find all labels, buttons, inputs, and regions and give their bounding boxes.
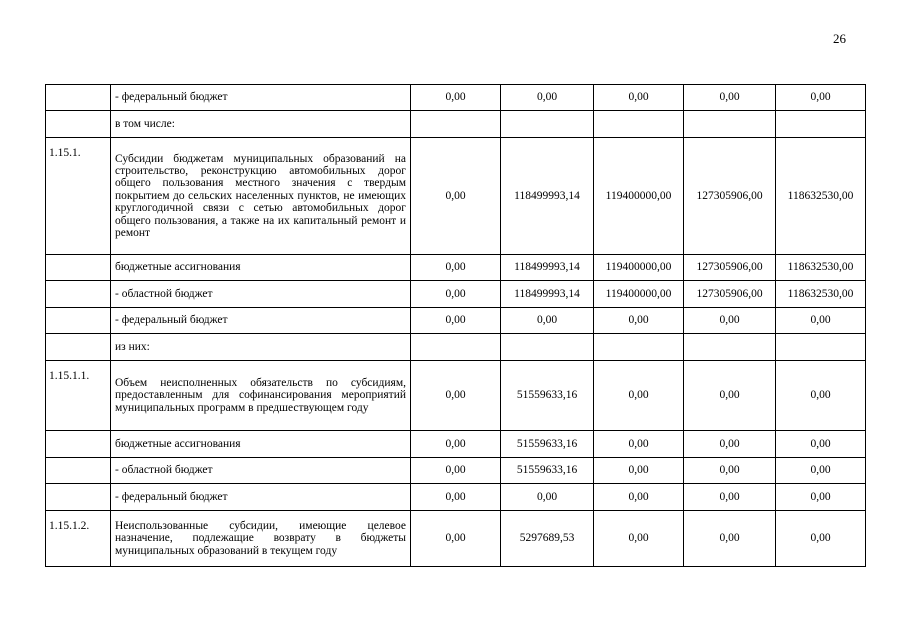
table-row [46,431,866,458]
value-cell: 0,00 [411,484,501,511]
row-number: 1.15.1. [46,138,111,255]
value-cell [684,334,776,361]
value-cell: 0,00 [411,255,501,281]
value-cell: 0,00 [594,85,684,111]
row-description: Неиспользованные субсидии, имеющие целевое назначение, подлежащие возврату в бюджеты муниципальных образований в текущем году [111,511,411,567]
value-cell: 0,00 [501,484,594,511]
value-cell [411,111,501,138]
value-cell: 0,00 [776,511,866,567]
row-number [46,334,111,361]
value-cell: 118499993,14 [501,281,594,308]
row-description: Субсидии бюджетам муниципальных образований на строительство, реконструкцию автомобильных дорог общего пользования местного значения с твердым покрытием до сельских населенных пунктов, не имеющих круглогодичной связи с сетью автомобильных дорог общего пользования, а также на их капитальный ремонт и ремонт [111,138,411,255]
row-description: - областной бюджет [111,281,411,308]
value-cell [411,334,501,361]
table-row [46,111,866,138]
value-cell [501,334,594,361]
table-row [46,334,866,361]
row-number [46,458,111,484]
value-cell: 127305906,00 [684,255,776,281]
value-cell: 0,00 [684,511,776,567]
value-cell: 0,00 [594,308,684,334]
value-cell: 0,00 [411,308,501,334]
value-cell [501,111,594,138]
row-number [46,308,111,334]
value-cell: 0,00 [411,458,501,484]
budget-table [45,84,866,567]
value-cell [684,111,776,138]
page-number: 26 [833,31,846,46]
table-row [46,308,866,334]
value-cell: 0,00 [776,431,866,458]
value-cell: 0,00 [776,484,866,511]
value-cell: 119400000,00 [594,138,684,255]
row-description: - федеральный бюджет [111,85,411,111]
row-description: из них: [111,334,411,361]
value-cell: 0,00 [411,85,501,111]
value-cell: 118499993,14 [501,138,594,255]
row-number [46,255,111,281]
value-cell: 0,00 [411,138,501,255]
value-cell: 0,00 [776,361,866,431]
value-cell: 127305906,00 [684,138,776,255]
row-description: Объем неисполненных обязательств по субсидиям, предоставленным для софинансирования мероприятий муниципальных программ в предшествующем году [111,361,411,431]
value-cell: 0,00 [594,458,684,484]
value-cell: 0,00 [501,85,594,111]
value-cell: 127305906,00 [684,281,776,308]
value-cell: 0,00 [684,308,776,334]
value-cell: 0,00 [776,308,866,334]
value-cell: 0,00 [411,281,501,308]
row-number [46,281,111,308]
value-cell: 0,00 [776,458,866,484]
table-row [46,511,866,567]
row-description: - федеральный бюджет [111,484,411,511]
value-cell: 0,00 [411,431,501,458]
value-cell [594,334,684,361]
table-row [46,138,866,255]
table-row [46,361,866,431]
value-cell: 0,00 [501,308,594,334]
row-description: бюджетные ассигнования [111,255,411,281]
row-description: в том числе: [111,111,411,138]
value-cell: 5297689,53 [501,511,594,567]
value-cell: 51559633,16 [501,431,594,458]
value-cell: 0,00 [684,361,776,431]
value-cell: 0,00 [411,361,501,431]
row-number: 1.15.1.2. [46,511,111,567]
row-number: 1.15.1.1. [46,361,111,431]
row-number [46,484,111,511]
value-cell [776,334,866,361]
value-cell: 0,00 [594,361,684,431]
value-cell: 51559633,16 [501,361,594,431]
row-number [46,85,111,111]
value-cell: 118499993,14 [501,255,594,281]
value-cell: 0,00 [684,431,776,458]
value-cell: 0,00 [594,484,684,511]
table-row [46,484,866,511]
row-description: - областной бюджет [111,458,411,484]
value-cell: 0,00 [594,511,684,567]
row-description: - федеральный бюджет [111,308,411,334]
value-cell: 118632530,00 [776,255,866,281]
value-cell: 0,00 [684,458,776,484]
row-number [46,111,111,138]
value-cell: 0,00 [684,85,776,111]
table-row [46,458,866,484]
row-description: бюджетные ассигнования [111,431,411,458]
value-cell [776,111,866,138]
value-cell [594,111,684,138]
value-cell: 118632530,00 [776,138,866,255]
table-row [46,85,866,111]
table-row [46,255,866,281]
value-cell: 119400000,00 [594,255,684,281]
value-cell: 118632530,00 [776,281,866,308]
value-cell: 119400000,00 [594,281,684,308]
value-cell: 51559633,16 [501,458,594,484]
value-cell: 0,00 [684,484,776,511]
value-cell: 0,00 [776,85,866,111]
value-cell: 0,00 [594,431,684,458]
row-number [46,431,111,458]
table-row [46,281,866,308]
value-cell: 0,00 [411,511,501,567]
